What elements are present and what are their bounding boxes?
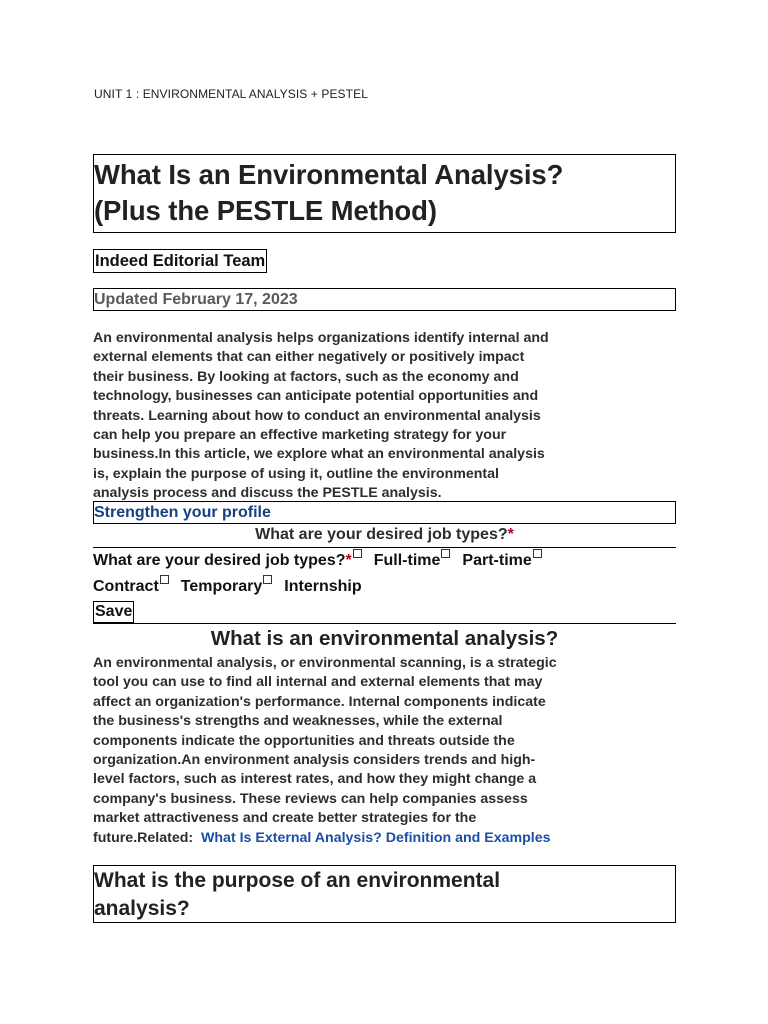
job-types-question [93, 525, 676, 545]
checkbox[interactable] [353, 549, 362, 558]
divider [93, 547, 676, 548]
section-line: tool you can use to find all internal and external elements that may [93, 674, 543, 691]
purpose-heading [94, 867, 500, 923]
checkbox[interactable] [263, 575, 272, 584]
section-line: components indicate the opportunities and threats outside the [93, 732, 515, 749]
save-button[interactable]: Save [93, 601, 134, 623]
section-line: level factors, such as interest rates, and how they might change a [93, 771, 537, 788]
section-line: market attractiveness and create better strategies for the [93, 810, 477, 827]
required-asterisk: * [507, 526, 514, 543]
job-types-options-row-1 [93, 549, 546, 571]
article-title-box [93, 154, 676, 233]
purpose-heading-line-2: analysis? [94, 897, 190, 920]
section-line-related [93, 829, 683, 848]
strengthen-profile-heading: Strengthen your profile [94, 504, 271, 521]
intro-line: is, explain the purpose of using it, outline the environmental [93, 465, 499, 482]
updated-date: Updated February 17, 2023 [94, 291, 298, 308]
option-part-time[interactable]: Part-time [462, 552, 532, 569]
related-article-link[interactable]: What Is External Analysis? Definition and Examples [201, 829, 551, 846]
section-line: company's business. These reviews can help companies assess [93, 790, 528, 807]
article-title-line-2: (Plus the PESTLE Method) [94, 195, 437, 226]
intro-line: analysis process and discuss the PESTLE analysis. [93, 485, 442, 502]
section-line: An environmental analysis, or environmental scanning, is a strategic [93, 655, 557, 671]
checkbox[interactable] [533, 549, 542, 558]
intro-line: business.In this article, we explore what an environmental analysis [93, 446, 545, 463]
unit-header: UNIT 1 : ENVIRONMENTAL ANALYSIS + PESTEL [94, 87, 368, 101]
job-types-label: What are your desired job types? [93, 552, 346, 569]
checkbox[interactable] [441, 549, 450, 558]
option-temporary[interactable]: Temporary [180, 578, 263, 595]
section-line: organization.An environment analysis considers trends and high- [93, 752, 536, 769]
article-title [94, 157, 563, 229]
option-full-time[interactable]: Full-time [373, 552, 441, 569]
divider [93, 623, 676, 624]
section-paragraph [93, 654, 683, 848]
updated-date-box [93, 288, 676, 311]
strengthen-profile-box [93, 501, 676, 524]
intro-line: their business. By looking at factors, such as the economy and [93, 368, 519, 385]
intro-line: external elements that can either negatively or positively impact [93, 349, 525, 366]
required-asterisk: * [345, 552, 352, 569]
related-prefix: future.Related: [93, 829, 194, 846]
job-types-question-text: What are your desired job types? [255, 526, 508, 543]
intro-line: threats. Learning about how to conduct an environmental analysis [93, 407, 541, 424]
option-internship[interactable]: Internship [284, 578, 362, 595]
intro-line: An environmental analysis helps organizations identify internal and [93, 330, 549, 346]
section-heading-what-is: What is an environmental analysis? [210, 627, 559, 650]
intro-paragraph [93, 329, 683, 504]
checkbox[interactable] [160, 575, 169, 584]
intro-line: technology, businesses can anticipate potential opportunities and [93, 388, 539, 405]
purpose-heading-box [93, 865, 676, 923]
section-line: affect an organization's performance. Internal components indicate [93, 693, 546, 710]
option-contract[interactable]: Contract [93, 578, 159, 595]
article-title-line-1: What Is an Environmental Analysis? [94, 159, 564, 190]
author-byline[interactable]: Indeed Editorial Team [93, 249, 267, 273]
purpose-heading-line-1: What is the purpose of an environmental [94, 869, 501, 892]
intro-line: can help you prepare an effective marketing strategy for your [93, 427, 507, 444]
job-types-options-row-2 [93, 575, 362, 597]
section-line: the business's strengths and weaknesses, while the external [93, 713, 503, 730]
